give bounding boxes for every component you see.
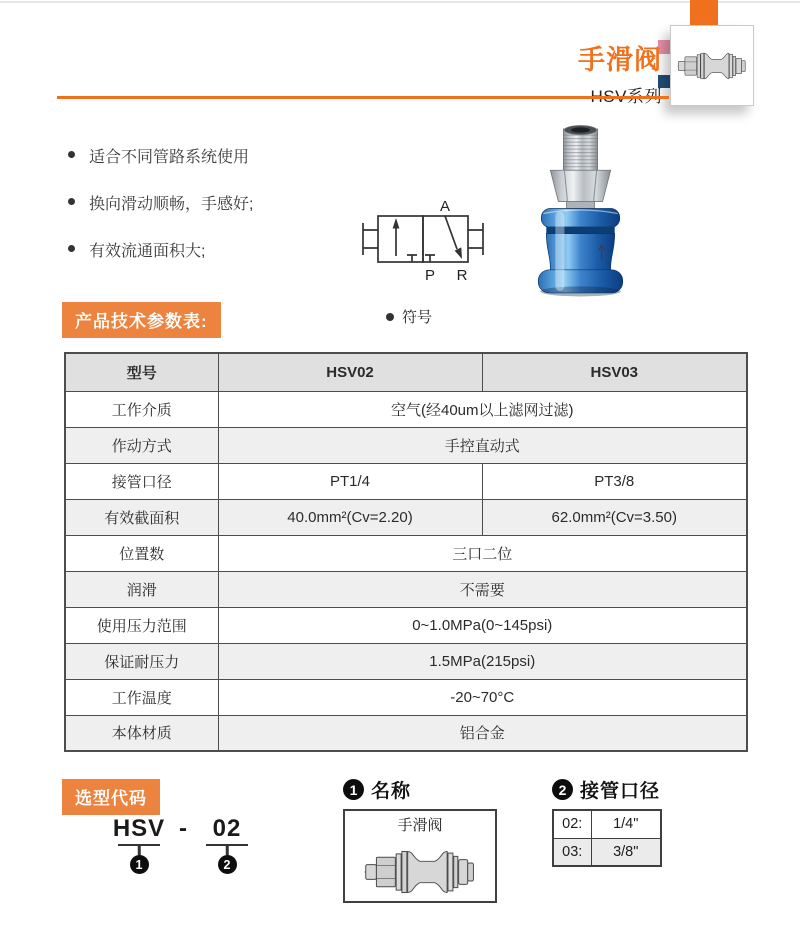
pneumatic-symbol-figure <box>350 196 506 327</box>
row-label: 使用压力范围 <box>65 607 218 643</box>
bullet-icon <box>68 245 75 252</box>
port-p-label: P <box>424 267 436 284</box>
feature-item <box>68 144 253 167</box>
name-section-title: 名称 <box>371 781 412 802</box>
bullet-icon <box>386 313 394 321</box>
row-value: -20~70°C <box>218 679 747 715</box>
ordering-port-section <box>552 776 662 867</box>
number-1-icon: 1 <box>130 855 149 874</box>
feature-list <box>68 144 253 285</box>
table-row <box>65 571 747 607</box>
row-value-hsv02: PT1/4 <box>218 463 482 499</box>
valve-schematic-icon <box>350 196 500 288</box>
port-section-header <box>552 776 662 803</box>
row-value: 不需要 <box>218 571 747 607</box>
row-value: 空气(经40um以上滤网过滤) <box>218 391 747 427</box>
row-value: 1.5MPa(215psi) <box>218 643 747 679</box>
spec-section-heading: 产品技术参数表: <box>62 302 221 338</box>
bullet-icon <box>68 151 75 158</box>
symbol-caption <box>386 306 506 327</box>
row-value: 三口二位 <box>218 535 747 571</box>
feature-item <box>68 191 253 214</box>
table-row <box>65 427 747 463</box>
valve-drawing-icon <box>676 43 748 89</box>
row-label: 位置数 <box>65 535 218 571</box>
page-top-divider <box>0 1 800 3</box>
number-2-icon: 2 <box>218 855 237 874</box>
number-1-icon: 1 <box>343 779 364 800</box>
ordering-name-section <box>343 776 497 903</box>
port-section-title: 接管口径 <box>580 781 661 802</box>
table-row <box>65 499 747 535</box>
row-label: 本体材质 <box>65 715 218 751</box>
feature-text: 有效流通面积大; <box>89 243 206 260</box>
table-row <box>65 715 747 751</box>
table-header-row <box>65 353 747 391</box>
feature-item <box>68 238 253 261</box>
table-row <box>65 679 747 715</box>
code-text: HSV <box>112 815 166 842</box>
ordering-section-heading: 选型代码 <box>62 779 160 815</box>
row-value-hsv03: PT3/8 <box>482 463 747 499</box>
row-label: 工作介质 <box>65 391 218 427</box>
port-option-row <box>553 838 661 866</box>
feature-text: 换向滑动顺畅，手感好; <box>89 196 254 213</box>
connector-line <box>206 844 248 855</box>
corner-tab-marker <box>690 0 718 26</box>
row-value: 手控直动式 <box>218 427 747 463</box>
valve-drawing-icon <box>360 835 480 909</box>
table-row <box>65 607 747 643</box>
page-series <box>578 82 662 107</box>
row-label: 作动方式 <box>65 427 218 463</box>
port-size-table <box>552 809 662 867</box>
table-row <box>65 643 747 679</box>
row-label: 有效截面积 <box>65 499 218 535</box>
code-text: 02 <box>212 815 242 842</box>
row-label: 工作温度 <box>65 679 218 715</box>
symbol-caption-text: 符号 <box>402 309 433 326</box>
code-part-size <box>196 816 258 874</box>
row-value: 0~1.0MPa(0~145psi) <box>218 607 747 643</box>
port-r-label: R <box>456 267 468 284</box>
table-row <box>65 463 747 499</box>
number-2-icon: 2 <box>552 779 573 800</box>
ordering-code-diagram <box>108 816 258 874</box>
product-photo <box>503 122 658 313</box>
blue-valve-image <box>503 122 658 308</box>
code-separator: - <box>179 815 187 842</box>
port-code: 02: <box>553 810 591 838</box>
product-name-box <box>343 809 497 903</box>
product-name-label: 手滑阀 <box>397 817 443 834</box>
row-value-hsv03: 62.0mm²(Cv=3.50) <box>482 499 747 535</box>
header-model-hsv03: HSV03 <box>482 353 747 391</box>
code-part-series <box>108 816 170 874</box>
row-label: 接管口径 <box>65 463 218 499</box>
table-row <box>65 391 747 427</box>
row-value: 铝合金 <box>218 715 747 751</box>
table-row <box>65 535 747 571</box>
row-value-hsv02: 40.0mm²(Cv=2.20) <box>218 499 482 535</box>
name-section-header <box>343 776 497 803</box>
header-model-hsv02: HSV02 <box>218 353 482 391</box>
port-size: 1/4" <box>591 810 661 838</box>
bullet-icon <box>68 198 75 205</box>
page-title: 手滑阀 <box>578 45 662 75</box>
feature-text: 适合不同管路系统使用 <box>89 149 250 166</box>
product-thumbnail-box <box>670 25 754 106</box>
row-label: 保证耐压力 <box>65 643 218 679</box>
port-size: 3/8" <box>591 838 661 866</box>
row-label: 润滑 <box>65 571 218 607</box>
connector-line <box>118 844 160 855</box>
header-accent-rule <box>57 96 669 99</box>
port-option-row <box>553 810 661 838</box>
port-a-label: A <box>439 198 451 215</box>
header-model-label: 型号 <box>65 353 218 391</box>
spec-table <box>64 352 748 752</box>
port-code: 03: <box>553 838 591 866</box>
